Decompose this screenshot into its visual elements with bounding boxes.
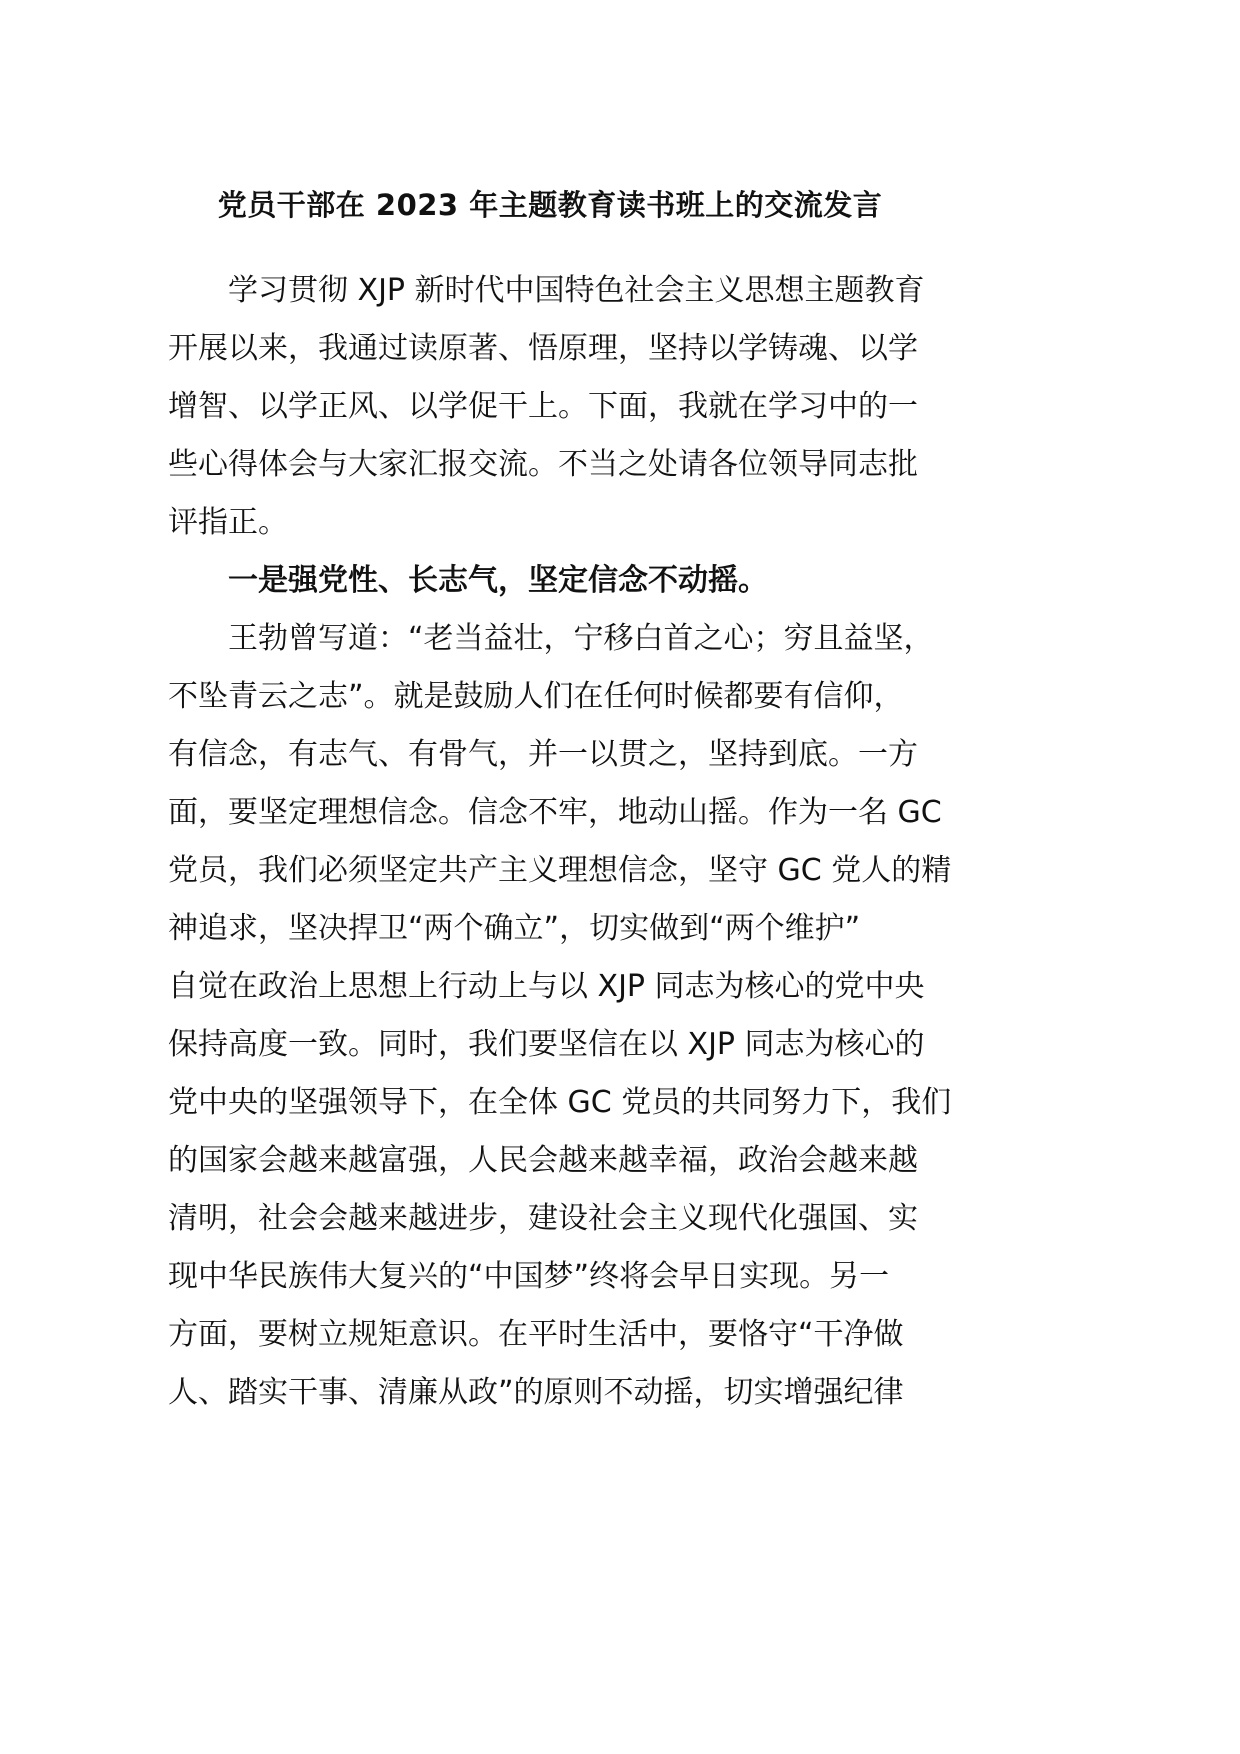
paragraph-line: 面，要坚定理想信念。信念不牢，地动山摇。作为一名 GC	[168, 795, 942, 830]
paragraph-line: 人、踏实干事、清廉从政”的原则不动摇，切实增强纪律	[168, 1375, 904, 1410]
paragraph-line: 学习贯彻 XJP 新时代中国特色社会主义思想主题教育	[228, 273, 925, 308]
paragraph-line: 党员，我们必须坚定共产主义理想信念，坚守 GC 党人的精	[168, 853, 952, 888]
paragraph-line: 开展以来，我通过读原著、悟原理，坚持以学铸魂、以学	[168, 331, 918, 366]
paragraph-line: 些心得体会与大家汇报交流。不当之处请各位领导同志批	[168, 447, 918, 482]
paragraph-line: 清明，社会会越来越进步，建设社会主义现代化强国、实	[168, 1201, 918, 1236]
paragraph-line: 的国家会越来越富强，人民会越来越幸福，政治会越来越	[168, 1143, 918, 1178]
paragraph-line: 保持高度一致。同时，我们要坚信在以 XJP 同志为核心的	[168, 1027, 925, 1062]
paragraph-line: 自觉在政治上思想上行动上与以 XJP 同志为核心的党中央	[168, 969, 925, 1004]
paragraph-line: 方面，要树立规矩意识。在平时生活中，要恪守“干净做	[168, 1317, 904, 1352]
paragraph-line: 评指正。	[168, 505, 288, 540]
section-heading: 一是强党性、长志气，坚定信念不动摇。	[228, 563, 768, 598]
paragraph-line: 党中央的坚强领导下，在全体 GC 党员的共同努力下，我们	[168, 1085, 952, 1120]
paragraph-line: 现中华民族伟大复兴的“中国梦”终将会早日实现。另一	[168, 1259, 890, 1294]
document-body	[168, 262, 952, 1422]
document-title: 党员干部在 2023 年主题教育读书班上的交流发言	[217, 188, 883, 222]
paragraph-line: 不坠青云之志”。就是鼓励人们在任何时候都要有信仰，	[168, 679, 904, 714]
paragraph-line: 神追求，坚决捍卫“两个确立”，切实做到“两个维护”	[168, 911, 861, 946]
paragraph-line: 有信念，有志气、有骨气，并一以贯之，坚持到底。一方	[168, 737, 918, 772]
paragraph-line: 王勃曾写道：“老当益壮，宁移白首之心；穷且益坚，	[228, 621, 934, 656]
paragraph-line: 增智、以学正风、以学促干上。下面，我就在学习中的一	[168, 389, 918, 424]
